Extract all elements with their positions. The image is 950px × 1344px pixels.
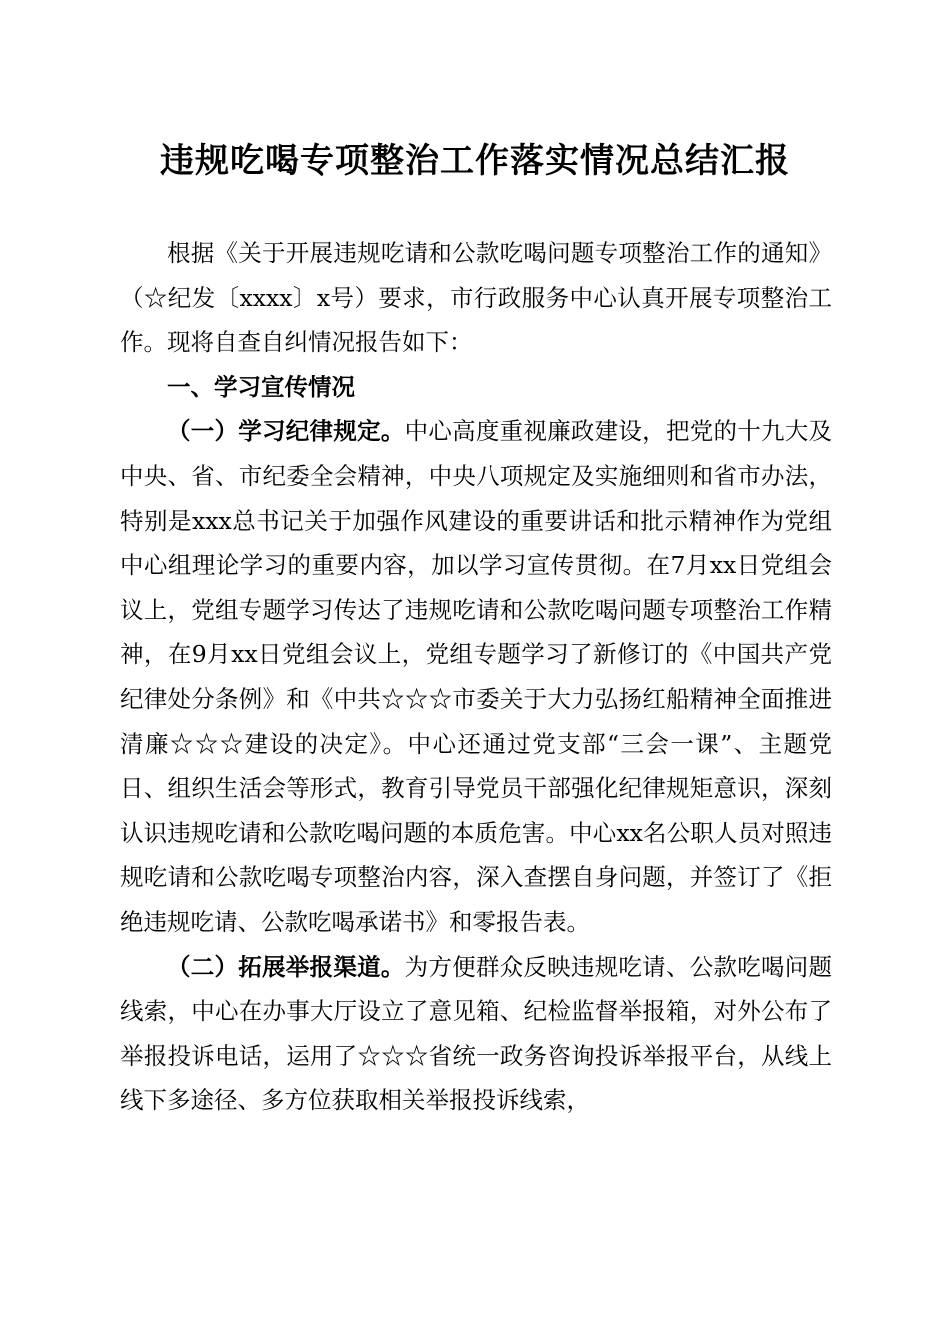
item-1-text: 中心高度重视廉政建设，把党的十九大及中央、省、市纪委全会精神，中央八项规定及实施细则和省市办法，特别是xxx总书记关于加强作风建设的重要讲话和批示精神作为党组中心组理论学习的重要内容，加以学习宣传贯彻。在7月xx日党组会议上，党组专题学习传达了违规吃请和公款吃喝问题专项整治工作精神，在9月xx日党组会议上，党组专题学习了新修订的《中国共产党纪律处分条例》和《中共☆☆☆市委关于大力弘扬红船精神全面推进清廉☆☆☆建设的决定》。中心还通过党支部“三会一课”、主题党日、组织生活会等形式，教育引导党员干部强化纪律规矩意识，深刻认识违规吃请和公款吃喝问题的本质危害。中心xx名公职人员对照违规吃请和公款吃喝专项整治内容，深入查摆自身问题，并签订了《拒绝违规吃请、公款吃喝承诺书》和零报告表。 — [120, 417, 833, 936]
document-body — [120, 231, 832, 1123]
section-heading: 一、学习宣传情况 — [167, 372, 355, 401]
document-title: 违规吃喝专项整治工作落实情况总结汇报 — [160, 141, 790, 181]
item-2-heading: （二）拓展举报渠道。 — [167, 952, 405, 981]
intro-paragraph: 根据《关于开展违规吃请和公款吃喝问题专项整治工作的通知》（☆纪发〔xxxx〕x号）要求，市行政服务中心认真开展专项整治工作。现将自查自纠情况报告如下： — [120, 239, 832, 357]
paragraph-item-2 — [120, 945, 832, 1123]
item-1-heading: （一）学习纪律规定。 — [167, 417, 405, 446]
paragraph-item-1 — [120, 409, 832, 944]
item-2-text: 为方便群众反映违规吃请、公款吃喝问题线索，中心在办事大厅设立了意见箱、纪检监督举报箱，对外公布了举报投诉电话，运用了☆☆☆省统一政务咨询投诉举报平台，从线上线下多途径、多方位获取相关举报投诉线索， — [120, 952, 833, 1115]
